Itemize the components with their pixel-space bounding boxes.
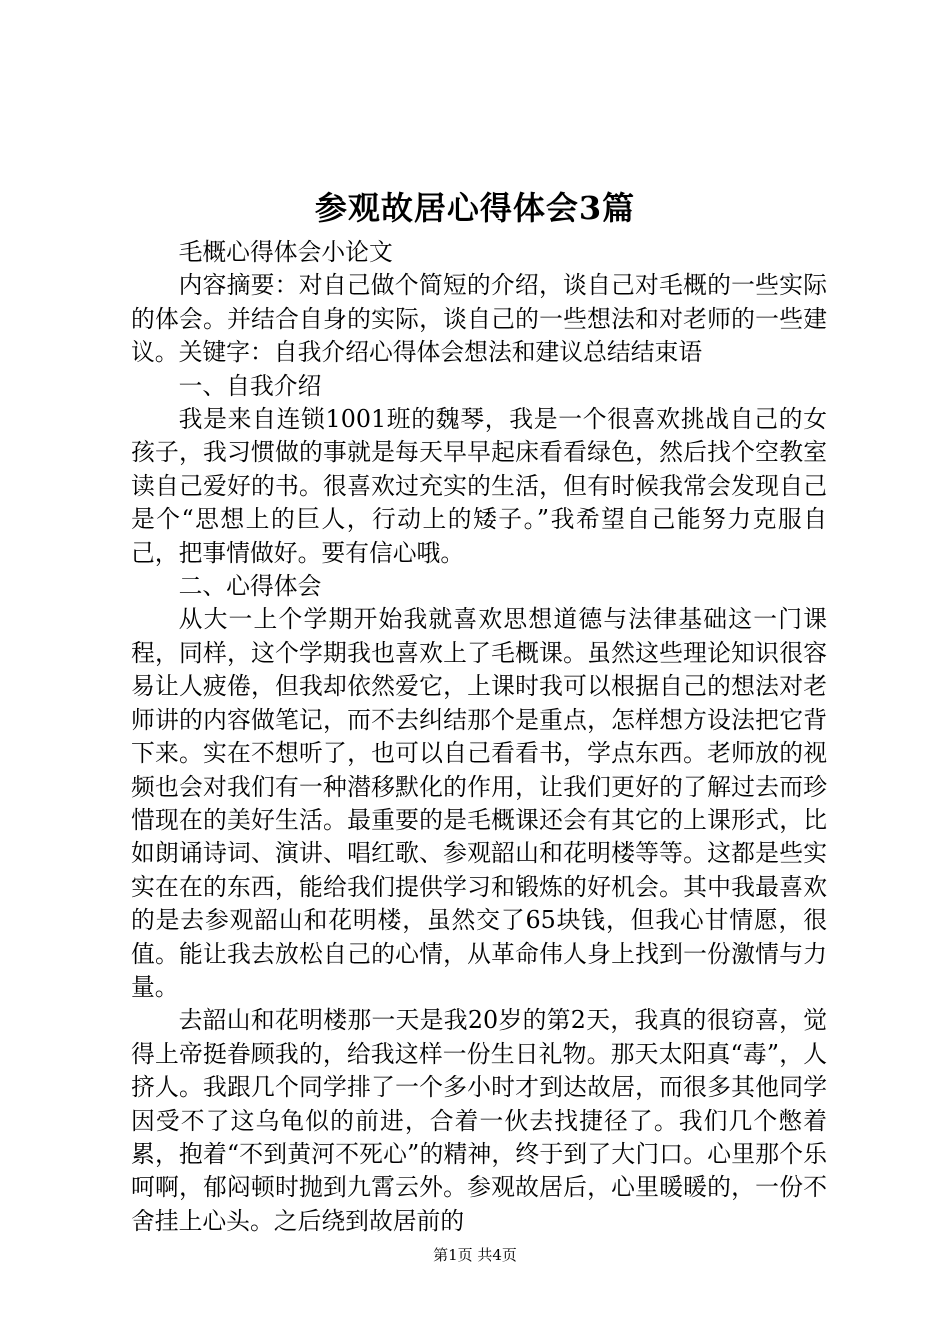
document-body [131, 236, 827, 1238]
page-footer: 第1页 共4页 [433, 1246, 517, 1264]
paragraph-abstract: 内容摘要：对自己做个简短的介绍，谈自己对毛概的一些实际的体会。并结合自身的实际，谈自己的一些想法和对老师的一些建议。关键字：自我介绍心得体会想法和建议总结结束语 [131, 271, 827, 367]
paragraph-subtitle: 毛概心得体会小论文 [178, 238, 393, 266]
paragraph-self-intro: 我是来自连锁1001班的魏琴，我是一个很喜欢挑战自己的女孩子，我习惯做的事就是每天早早起床看看绿色，然后找个空教室读自己爱好的书。很喜欢过充实的生活，但有时候我常会发现自己是个“思想上的巨人，行动上的矮子。”我希望自己能努力克服自己，把事情做好。要有信心哦。 [131, 405, 827, 567]
paragraph-experience-2: 去韶山和花明楼那一天是我20岁的第2天，我真的很窃喜，觉得上帝挺眷顾我的，给我这样一份生日礼物。那天太阳真“毒”，人挤人。我跟几个同学排了一个多小时才到达故居，而很多其他同学因受不了这乌龟似的前进，合着一伙去找捷径了。我们几个憋着累，抱着“不到黄河不死心”的精神，终于到了大门口。心里那个乐呵啊，郁闷顿时抛到九霄云外。参观故居后，心里暖暖的，一份不舍挂上心头。之后绕到故居前的 [131, 1006, 827, 1235]
paragraph-experience-1: 从大一上个学期开始我就喜欢思想道德与法律基础这一门课程，同样，这个学期我也喜欢上了毛概课。虽然这些理论知识很容易让人疲倦，但我却依然爱它，上课时我可以根据自己的想法对老师讲的内容做笔记，而不去纠结那个是重点，怎样想方设法把它背下来。实在不想听了，也可以自己看看书，学点东西。老师放的视频也会对我们有一种潜移默化的作用，让我们更好的了解过去而珍惜现在的美好生活。最重要的是毛概课还会有其它的上课形式，比如朗诵诗词、演讲、唱红歌、参观韶山和花明楼等等。这都是些实实在在的东西，能给我们提供学习和锻炼的好机会。其中我最喜欢的是去参观韶山和花明楼，虽然交了65块钱，但我心甘情愿，很值。能让我去放松自己的心情，从革命伟人身上找到一份激情与力量。 [131, 605, 827, 1001]
section-heading-self-intro: 一、自我介绍 [178, 371, 322, 400]
section-heading-experience: 二、心得体会 [178, 572, 322, 601]
document-title: 参观故居心得体会3篇 [314, 189, 636, 227]
